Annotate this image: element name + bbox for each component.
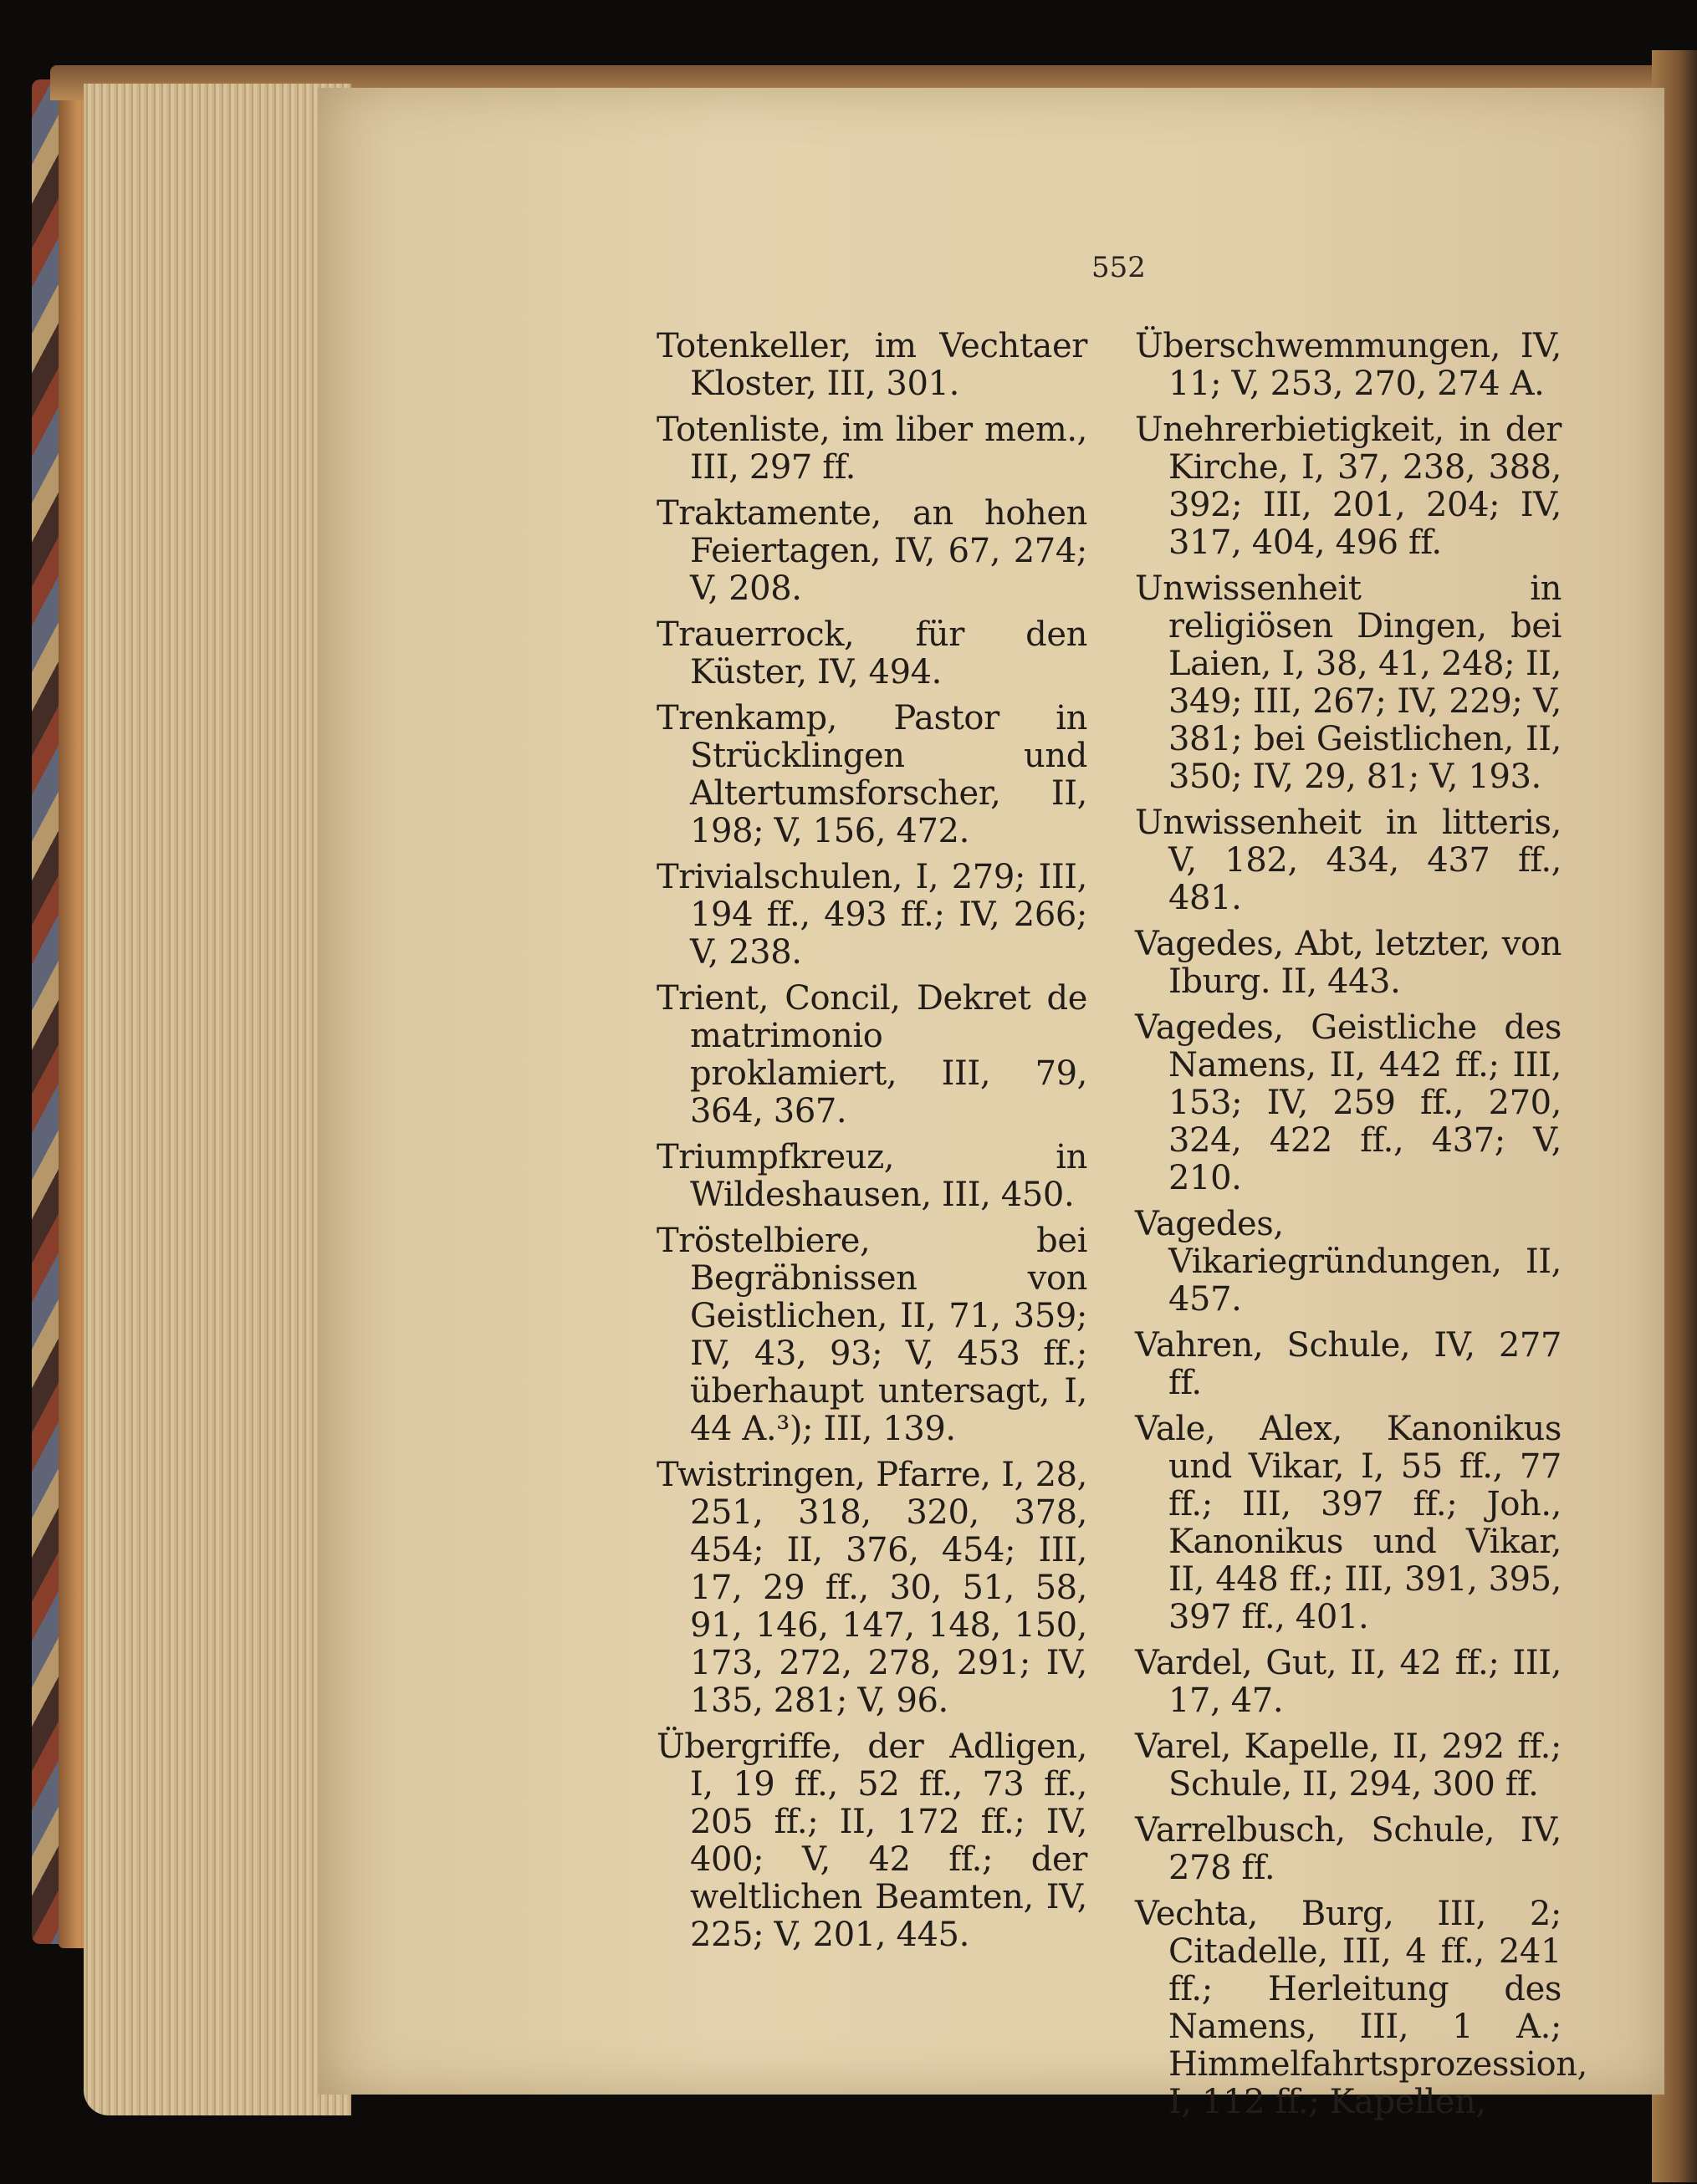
index-entry: Tröstelbiere, bei Begräbnissen von Geistlichen, II, 71, 359; IV, 43, 93; V, 453 ff.; überhaupt untersagt, I, 44 A.³); III, 139.: [657, 1222, 1087, 1448]
index-column-left: [657, 328, 1087, 1962]
index-entry: Unehrerbietigkeit, in der Kirche, I, 37, 238, 388, 392; III, 201, 204; IV, 317, 404, 496 ff.: [1135, 411, 1562, 562]
index-entry: Varrelbusch, Schule, IV, 278 ff.: [1135, 1811, 1562, 1887]
page-stack-edges: [84, 84, 351, 2115]
index-entry: Vechta, Burg, III, 2; Citadelle, III, 4 ff., 241 ff.; Herleitung des Namens, III, 1 A.; Himmelfahrtsprozession, I, 112 ff.; Kapellen,: [1135, 1895, 1587, 2121]
index-entry: Unwissenheit in religiösen Dingen, bei Laien, I, 38, 41, 248; II, 349; III, 267; IV, 229; V, 381; bei Geistlichen, II, 350; IV, 29, 81; V, 193.: [1135, 569, 1562, 796]
index-entry: Trient, Concil, Dekret de matrimonio proklamiert, III, 79, 364, 367.: [657, 979, 1087, 1130]
index-entry: Traktamente, an hohen Feiertagen, IV, 67, 274; V, 208.: [657, 494, 1087, 608]
index-entry: Vagedes, Geistliche des Namens, II, 442 ff.; III, 153; IV, 259 ff., 270, 324, 422 ff., 437; V, 210.: [1135, 1008, 1562, 1197]
index-entry: Trivialschulen, I, 279; III, 194 ff., 493 ff.; IV, 266; V, 238.: [657, 858, 1087, 972]
index-entry: Trenkamp, Pastor in Strücklingen und Altertumsforscher, II, 198; V, 156, 472.: [657, 699, 1087, 850]
index-entry: Totenliste, im liber mem., III, 297 ff.: [657, 411, 1087, 487]
index-entry: Totenkeller, im Vechtaer Kloster, III, 301.: [657, 327, 1087, 403]
index-entry: Vale, Alex, Kanonikus und Vikar, I, 55 ff., 77 ff.; III, 397 ff.; Joh., Kanonikus und Vikar, II, 448 ff.; III, 391, 395, 397 ff., 401.: [1135, 1410, 1562, 1636]
index-entry: Varel, Kapelle, II, 292 ff.; Schule, II, 294, 300 ff.: [1135, 1727, 1562, 1804]
index-entry: Twistringen, Pfarre, I, 28, 251, 318, 320, 378, 454; II, 376, 454; III, 17, 29 ff., 30, 51, 58, 91, 146, 147, 148, 150, 173, 272, 278, 291; IV, 135, 281; V, 96.: [657, 1456, 1087, 1720]
index-column-right: [1135, 327, 1587, 2130]
index-entry: Triumpfkreuz, in Wildeshausen, III, 450.: [657, 1138, 1087, 1214]
index-entry: Vagedes, Vikariegründungen, II, 457.: [1135, 1205, 1562, 1319]
index-entry: Vahren, Schule, IV, 277 ff.: [1135, 1326, 1562, 1402]
index-entry: Vardel, Gut, II, 42 ff.; III, 17, 47.: [1135, 1644, 1562, 1720]
index-entry: Unwissenheit in litteris, V, 182, 434, 437 ff., 481.: [1135, 804, 1562, 917]
page-number: 552: [1091, 251, 1146, 284]
index-entry: Trauerrock, für den Küster, IV, 494.: [657, 615, 1087, 691]
index-entry: Überschwemmungen, IV, 11; V, 253, 270, 274 A.: [1135, 327, 1562, 403]
index-entry: Übergriffe, der Adligen, I, 19 ff., 52 ff., 73 ff., 205 ff.; II, 172 ff.; IV, 400; V, 42 ff.; der weltlichen Beamten, IV, 225; V, 201, 445.: [657, 1727, 1087, 1954]
index-entry: Vagedes, Abt, letzter, von Iburg. II, 443.: [1135, 925, 1562, 1001]
